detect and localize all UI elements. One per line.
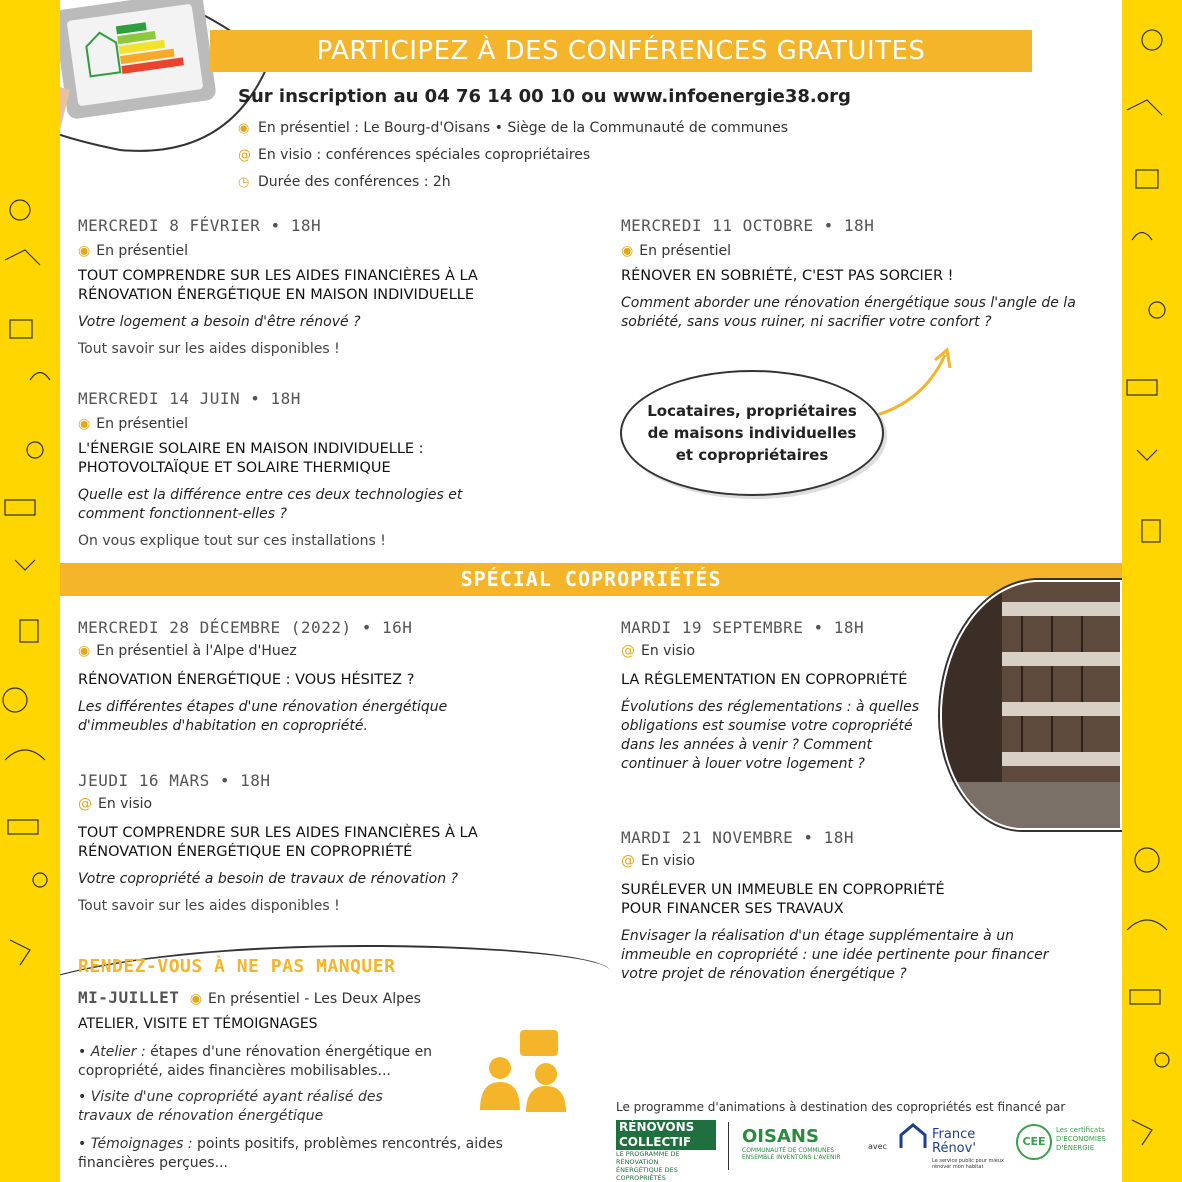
event-more: Tout savoir sur les aides disponibles ! bbox=[78, 341, 340, 357]
info-text: Durée des conférences : 2h bbox=[258, 174, 451, 190]
house-icon bbox=[898, 1122, 928, 1152]
event-date: MARDI 19 SEPTEMBRE • 18H bbox=[621, 618, 865, 637]
at-sign-icon: @ bbox=[238, 148, 251, 163]
cee-logo bbox=[1016, 1124, 1106, 1160]
event-title: LA RÉGLEMENTATION EN COPROPRIÉTÉ bbox=[621, 672, 908, 688]
mode-text: En présentiel bbox=[96, 416, 188, 432]
event-more: Tout savoir sur les aides disponibles ! bbox=[78, 898, 340, 914]
logo-text: RÉNOVONS bbox=[616, 1120, 716, 1135]
event-card bbox=[78, 389, 518, 551]
location-pin-icon: ◉ bbox=[189, 991, 202, 1007]
location-pin-icon: ◉ bbox=[238, 121, 250, 136]
bubble-text bbox=[647, 400, 857, 466]
rdv-item-label: • Témoignages : bbox=[78, 1136, 193, 1152]
doodle-pattern-left bbox=[0, 0, 60, 1182]
event-lead: Votre copropriété a besoin de travaux de rénovation ? bbox=[78, 871, 458, 887]
mode-text: En visio bbox=[641, 853, 696, 869]
logo-text: D'ÉCONOMIES bbox=[1056, 1135, 1106, 1143]
mode-text: En présentiel à l'Alpe d'Huez bbox=[96, 643, 297, 659]
event-date: JEUDI 16 MARS • 18H bbox=[78, 771, 271, 790]
mode-text: En visio bbox=[98, 796, 153, 812]
clock-icon: ◷ bbox=[238, 175, 250, 190]
at-sign-icon: @ bbox=[621, 643, 635, 659]
location-pin-icon: ◉ bbox=[78, 243, 91, 259]
cee-text bbox=[1056, 1126, 1106, 1153]
logo-text: CEE bbox=[1016, 1124, 1052, 1160]
page-banner-title: PARTICIPEZ À DES CONFÉRENCES GRATUITES bbox=[210, 30, 1032, 72]
logo-text: Le service public pour mieux rénover mon habitat bbox=[932, 1158, 1005, 1170]
logo-text: Rénov' bbox=[932, 1141, 976, 1156]
special-section-banner: SPÉCIAL COPROPRIÉTÉS bbox=[60, 563, 1122, 596]
event-date: MARDI 21 NOVEMBRE • 18H bbox=[621, 828, 855, 847]
rdv-date: MI-JUILLET bbox=[78, 988, 180, 1007]
event-title: L'ÉNERGIE SOLAIRE EN MAISON INDIVIDUELLE : PHOTOVOLTAÏQUE ET SOLAIRE THERMIQUE bbox=[78, 441, 424, 476]
rdv-item-text: points positifs, problèmes rencontrés, aides financières perçues... bbox=[78, 1136, 503, 1171]
france-renov-logo bbox=[898, 1122, 1005, 1170]
event-mode bbox=[78, 796, 518, 812]
logo-text: France bbox=[932, 1127, 976, 1142]
info-line-location bbox=[238, 120, 788, 136]
event-card bbox=[78, 618, 518, 736]
at-sign-icon: @ bbox=[621, 853, 635, 869]
rdv-item-label: • Atelier : bbox=[78, 1044, 146, 1060]
logo-text: OISANS bbox=[742, 1126, 819, 1147]
event-date: MERCREDI 14 JUIN • 18H bbox=[78, 389, 301, 408]
event-mode bbox=[78, 643, 518, 659]
event-mode bbox=[621, 243, 1116, 259]
event-date: MERCREDI 28 DÉCEMBRE (2022) • 16H bbox=[78, 618, 413, 637]
mode-text: En présentiel bbox=[639, 243, 731, 259]
location-pin-icon: ◉ bbox=[621, 243, 634, 259]
rdv-heading: ATELIER, VISITE ET TÉMOIGNAGES bbox=[78, 1016, 318, 1032]
logo-text: LE PROGRAMME DE RÉNOVATION bbox=[616, 1150, 680, 1166]
event-lead: Évolutions des réglementations : à quelles obligations est soumise votre copropriété dans les années à venir ? Comment continuer à louer votre logement ? bbox=[621, 699, 920, 772]
event-lead: Quelle est la différence entre ces deux technologies et comment fonctionnent-elles ? bbox=[78, 487, 463, 522]
event-card bbox=[621, 828, 1081, 984]
mode-text: En présentiel bbox=[96, 243, 188, 259]
location-pin-icon: ◉ bbox=[78, 643, 91, 659]
event-title: TOUT COMPRENDRE SUR LES AIDES FINANCIÈRES À LA RÉNOVATION ÉNERGÉTIQUE EN COPROPRIÉTÉ bbox=[78, 825, 478, 860]
logo-text: Les certificats bbox=[1056, 1126, 1105, 1134]
event-card bbox=[78, 216, 518, 359]
info-text: En visio : conférences spéciales copropriétaires bbox=[258, 147, 591, 163]
left-doodle-band bbox=[0, 0, 60, 1182]
registration-line: Sur inscription au 04 76 14 00 10 ou www.infoenergie38.org bbox=[238, 86, 851, 107]
bubble-line: et copropriétaires bbox=[675, 446, 829, 464]
event-lead: Envisager la réalisation d'un étage supplémentaire à un immeuble en copropriété : une idée pertinente pour financer votre projet de rénovation énergétique ? bbox=[621, 928, 1049, 982]
event-date: MERCREDI 11 OCTOBRE • 18H bbox=[621, 216, 875, 235]
logo-text: D'ÉNERGIE bbox=[1056, 1144, 1095, 1152]
bubble-line: de maisons individuelles bbox=[647, 424, 857, 442]
right-doodle-band bbox=[1122, 0, 1182, 1182]
event-mode bbox=[78, 416, 518, 432]
location-pin-icon: ◉ bbox=[78, 416, 91, 432]
event-mode bbox=[621, 643, 921, 659]
logo-avec: avec bbox=[868, 1142, 887, 1151]
event-lead: Les différentes étapes d'une rénovation énergétique d'immeubles d'habitation en copropriété. bbox=[78, 699, 448, 734]
event-title: RÉNOVATION ÉNERGÉTIQUE : VOUS HÉSITEZ ? bbox=[78, 672, 415, 688]
event-card bbox=[621, 618, 921, 774]
main-content bbox=[60, 0, 1122, 1182]
tablet-energy-label-image bbox=[60, 0, 280, 170]
event-title: SURÉLEVER UN IMMEUBLE EN COPROPRIÉTÉ POUR FINANCER SES TRAVAUX bbox=[621, 882, 945, 917]
logo-text: COMMUNAUTÉ DE COMMUNES bbox=[742, 1147, 835, 1154]
logo-text: ENSEMBLE INVENTONS L'AVENIR bbox=[742, 1154, 841, 1161]
event-date: MERCREDI 8 FÉVRIER • 18H bbox=[78, 216, 322, 235]
event-title: TOUT COMPRENDRE SUR LES AIDES FINANCIÈRES À LA RÉNOVATION ÉNERGÉTIQUE EN MAISON INDIVIDUELLE bbox=[78, 268, 478, 303]
audience-bubble bbox=[620, 370, 884, 496]
event-lead: Votre logement a besoin d'être rénové ? bbox=[78, 314, 361, 330]
people-talking-icon bbox=[480, 1030, 570, 1115]
event-mode bbox=[78, 243, 518, 259]
event-lead: Comment aborder une rénovation énergétique sous l'angle de la sobriété, sans vous ruiner, ni sacrifier votre confort ? bbox=[621, 295, 1076, 330]
rdv-item bbox=[78, 1135, 518, 1173]
rdv-title: RENDEZ-VOUS À NE PAS MANQUER bbox=[78, 956, 396, 977]
rdv-item bbox=[78, 1043, 478, 1081]
info-line-duration bbox=[238, 174, 451, 190]
event-card bbox=[621, 216, 1116, 332]
info-line-visio bbox=[238, 147, 590, 163]
building-photo bbox=[940, 580, 1122, 830]
partner-logos bbox=[616, 1120, 1116, 1180]
event-card bbox=[78, 771, 518, 916]
rdv-mode: En présentiel - Les Deux Alpes bbox=[208, 991, 421, 1007]
event-more: On vous explique tout sur ces installations ! bbox=[78, 533, 386, 549]
rdv-item bbox=[78, 1088, 408, 1126]
apartment-building-image bbox=[942, 582, 1122, 830]
rdv-item-text: étapes d'une rénovation énergétique en copropriété, aides financières mobilisables... bbox=[78, 1044, 433, 1079]
at-sign-icon: @ bbox=[78, 796, 92, 812]
logo-text: COLLECTIF bbox=[616, 1135, 716, 1150]
info-text: En présentiel : Le Bourg-d'Oisans • Siège de la Communauté de communes bbox=[258, 120, 789, 136]
funding-note: Le programme d'animations à destination des copropriétés est financé par bbox=[616, 1100, 1066, 1114]
rdv-date-line bbox=[78, 988, 421, 1009]
renovons-collectif-logo bbox=[616, 1120, 716, 1182]
doodle-pattern-right bbox=[1122, 0, 1182, 1182]
logo-divider bbox=[728, 1122, 729, 1170]
event-title: RÉNOVER EN SOBRIÉTÉ, C'EST PAS SORCIER ! bbox=[621, 268, 954, 284]
mode-text: En visio bbox=[641, 643, 696, 659]
oisans-logo bbox=[742, 1126, 840, 1161]
bubble-line: Locataires, propriétaires bbox=[647, 402, 857, 420]
rdv-item-label: • Visite d'une copropriété ayant réalisé des travaux de rénovation énergétique bbox=[78, 1089, 383, 1124]
logo-text: ÉNERGÉTIQUE DES COPROPRIÉTÉS bbox=[616, 1166, 678, 1182]
event-mode bbox=[621, 853, 1081, 869]
